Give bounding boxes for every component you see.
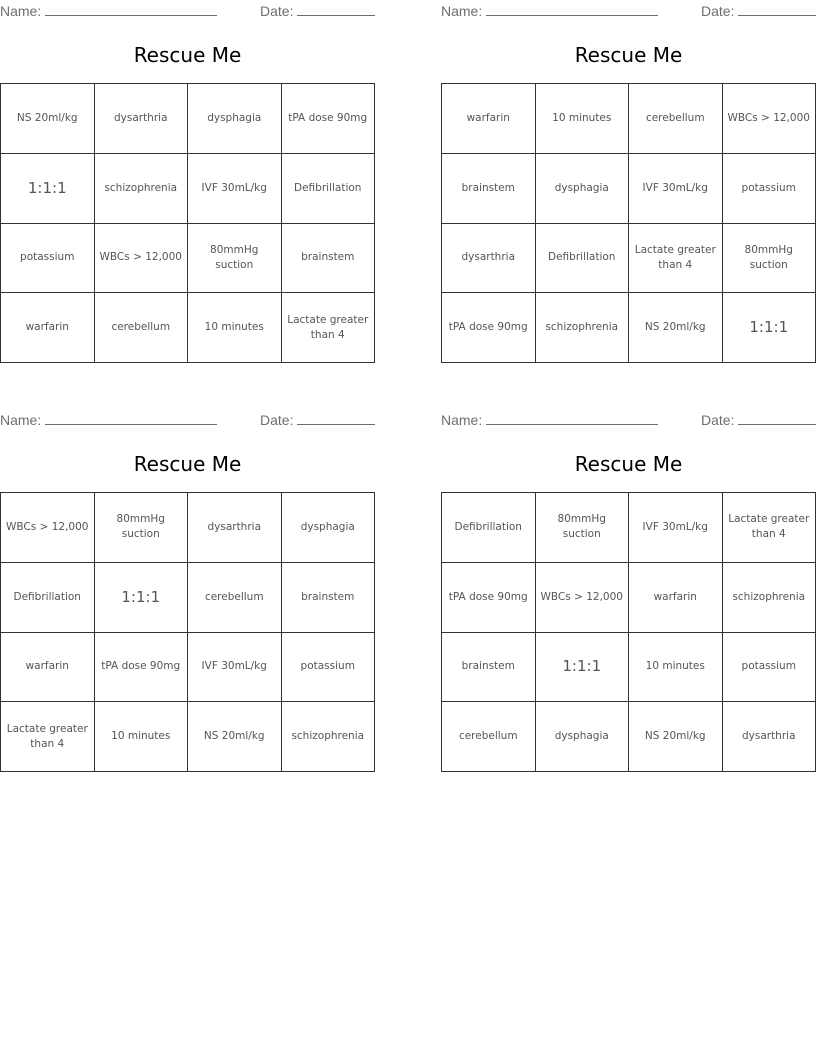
name-date-row [441,410,816,430]
name-blank-line [45,1,217,16]
date-field [260,410,375,428]
name-field [0,410,217,428]
bingo-cell: brainstem [442,154,536,224]
bingo-cell: potassium [723,633,816,703]
bingo-cell: warfarin [1,293,95,363]
bingo-cell: 80mmHg suction [188,224,282,294]
bingo-cell: cerebellum [95,293,189,363]
card-title: Rescue Me [133,43,242,67]
bingo-cell: Defibrillation [536,224,630,294]
bingo-grid [0,83,375,363]
date-blank-line [297,410,375,425]
bingo-cell: schizophrenia [536,293,630,363]
bingo-cell: 10 minutes [536,84,630,154]
name-field [441,410,658,428]
bingo-cell: schizophrenia [723,563,816,633]
bingo-cell: 1:1:1 [723,293,816,363]
bingo-cell: 1:1:1 [1,154,95,224]
date-blank-line [738,1,816,16]
bingo-cell: schizophrenia [282,702,376,772]
bingo-cell: NS 20ml/kg [629,293,723,363]
bingo-cell: 80mmHg suction [536,493,630,563]
bingo-cell: Defibrillation [282,154,376,224]
bingo-cell: potassium [282,633,376,703]
bingo-grid [0,492,375,772]
bingo-cell: cerebellum [188,563,282,633]
name-date-row [0,1,375,21]
bingo-cell: Lactate greater than 4 [723,493,816,563]
date-label: Date: [701,412,735,428]
bingo-cell: dysphagia [536,154,630,224]
card-title: Rescue Me [133,452,242,476]
bingo-grid [441,83,816,363]
bingo-cell: 1:1:1 [95,563,189,633]
bingo-cell: cerebellum [629,84,723,154]
bingo-cell: dysarthria [442,224,536,294]
bingo-cell: 10 minutes [188,293,282,363]
bingo-cell: 80mmHg suction [95,493,189,563]
date-label: Date: [701,3,735,19]
bingo-cell: tPA dose 90mg [282,84,376,154]
date-blank-line [738,410,816,425]
bingo-cell: brainstem [442,633,536,703]
bingo-cell: 1:1:1 [536,633,630,703]
bingo-cell: warfarin [442,84,536,154]
bingo-cell: WBCs > 12,000 [723,84,816,154]
bingo-cell: dysphagia [282,493,376,563]
bingo-cell: Lactate greater than 4 [629,224,723,294]
bingo-cell: IVF 30mL/kg [629,493,723,563]
name-label: Name: [441,412,483,428]
bingo-cell: brainstem [282,563,376,633]
bingo-cell: NS 20ml/kg [1,84,95,154]
bingo-cell: brainstem [282,224,376,294]
bingo-cell: Lactate greater than 4 [282,293,376,363]
bingo-cell: IVF 30mL/kg [188,154,282,224]
bingo-cell: tPA dose 90mg [95,633,189,703]
bingo-cell: WBCs > 12,000 [536,563,630,633]
card-title: Rescue Me [574,43,683,67]
bingo-cell: dysphagia [536,702,630,772]
name-blank-line [45,410,217,425]
date-blank-line [297,1,375,16]
name-label: Name: [441,3,483,19]
name-field [0,1,217,19]
name-label: Name: [0,3,42,19]
date-field [701,1,816,19]
bingo-cell: Defibrillation [1,563,95,633]
bingo-cell: warfarin [1,633,95,703]
bingo-cell: 10 minutes [629,633,723,703]
bingo-cell: warfarin [629,563,723,633]
bingo-cell: Defibrillation [442,493,536,563]
bingo-cell: Lactate greater than 4 [1,702,95,772]
date-label: Date: [260,3,294,19]
name-field [441,1,658,19]
bingo-cell: cerebellum [442,702,536,772]
bingo-cell: WBCs > 12,000 [95,224,189,294]
date-field [260,1,375,19]
bingo-cell: potassium [1,224,95,294]
bingo-cell: dysphagia [188,84,282,154]
bingo-cell: schizophrenia [95,154,189,224]
bingo-cell: dysarthria [723,702,816,772]
card-title: Rescue Me [574,452,683,476]
name-blank-line [486,1,658,16]
bingo-cell: IVF 30mL/kg [188,633,282,703]
bingo-cell: potassium [723,154,816,224]
bingo-cell: IVF 30mL/kg [629,154,723,224]
date-field [701,410,816,428]
bingo-cell: tPA dose 90mg [442,293,536,363]
bingo-cell: tPA dose 90mg [442,563,536,633]
name-date-row [441,1,816,21]
bingo-grid [441,492,816,772]
bingo-cell: dysarthria [95,84,189,154]
bingo-cell: 80mmHg suction [723,224,816,294]
name-date-row [0,410,375,430]
bingo-cell: WBCs > 12,000 [1,493,95,563]
bingo-cell: NS 20ml/kg [188,702,282,772]
name-label: Name: [0,412,42,428]
name-blank-line [486,410,658,425]
bingo-cell: 10 minutes [95,702,189,772]
date-label: Date: [260,412,294,428]
bingo-cell: dysarthria [188,493,282,563]
bingo-cell: NS 20ml/kg [629,702,723,772]
